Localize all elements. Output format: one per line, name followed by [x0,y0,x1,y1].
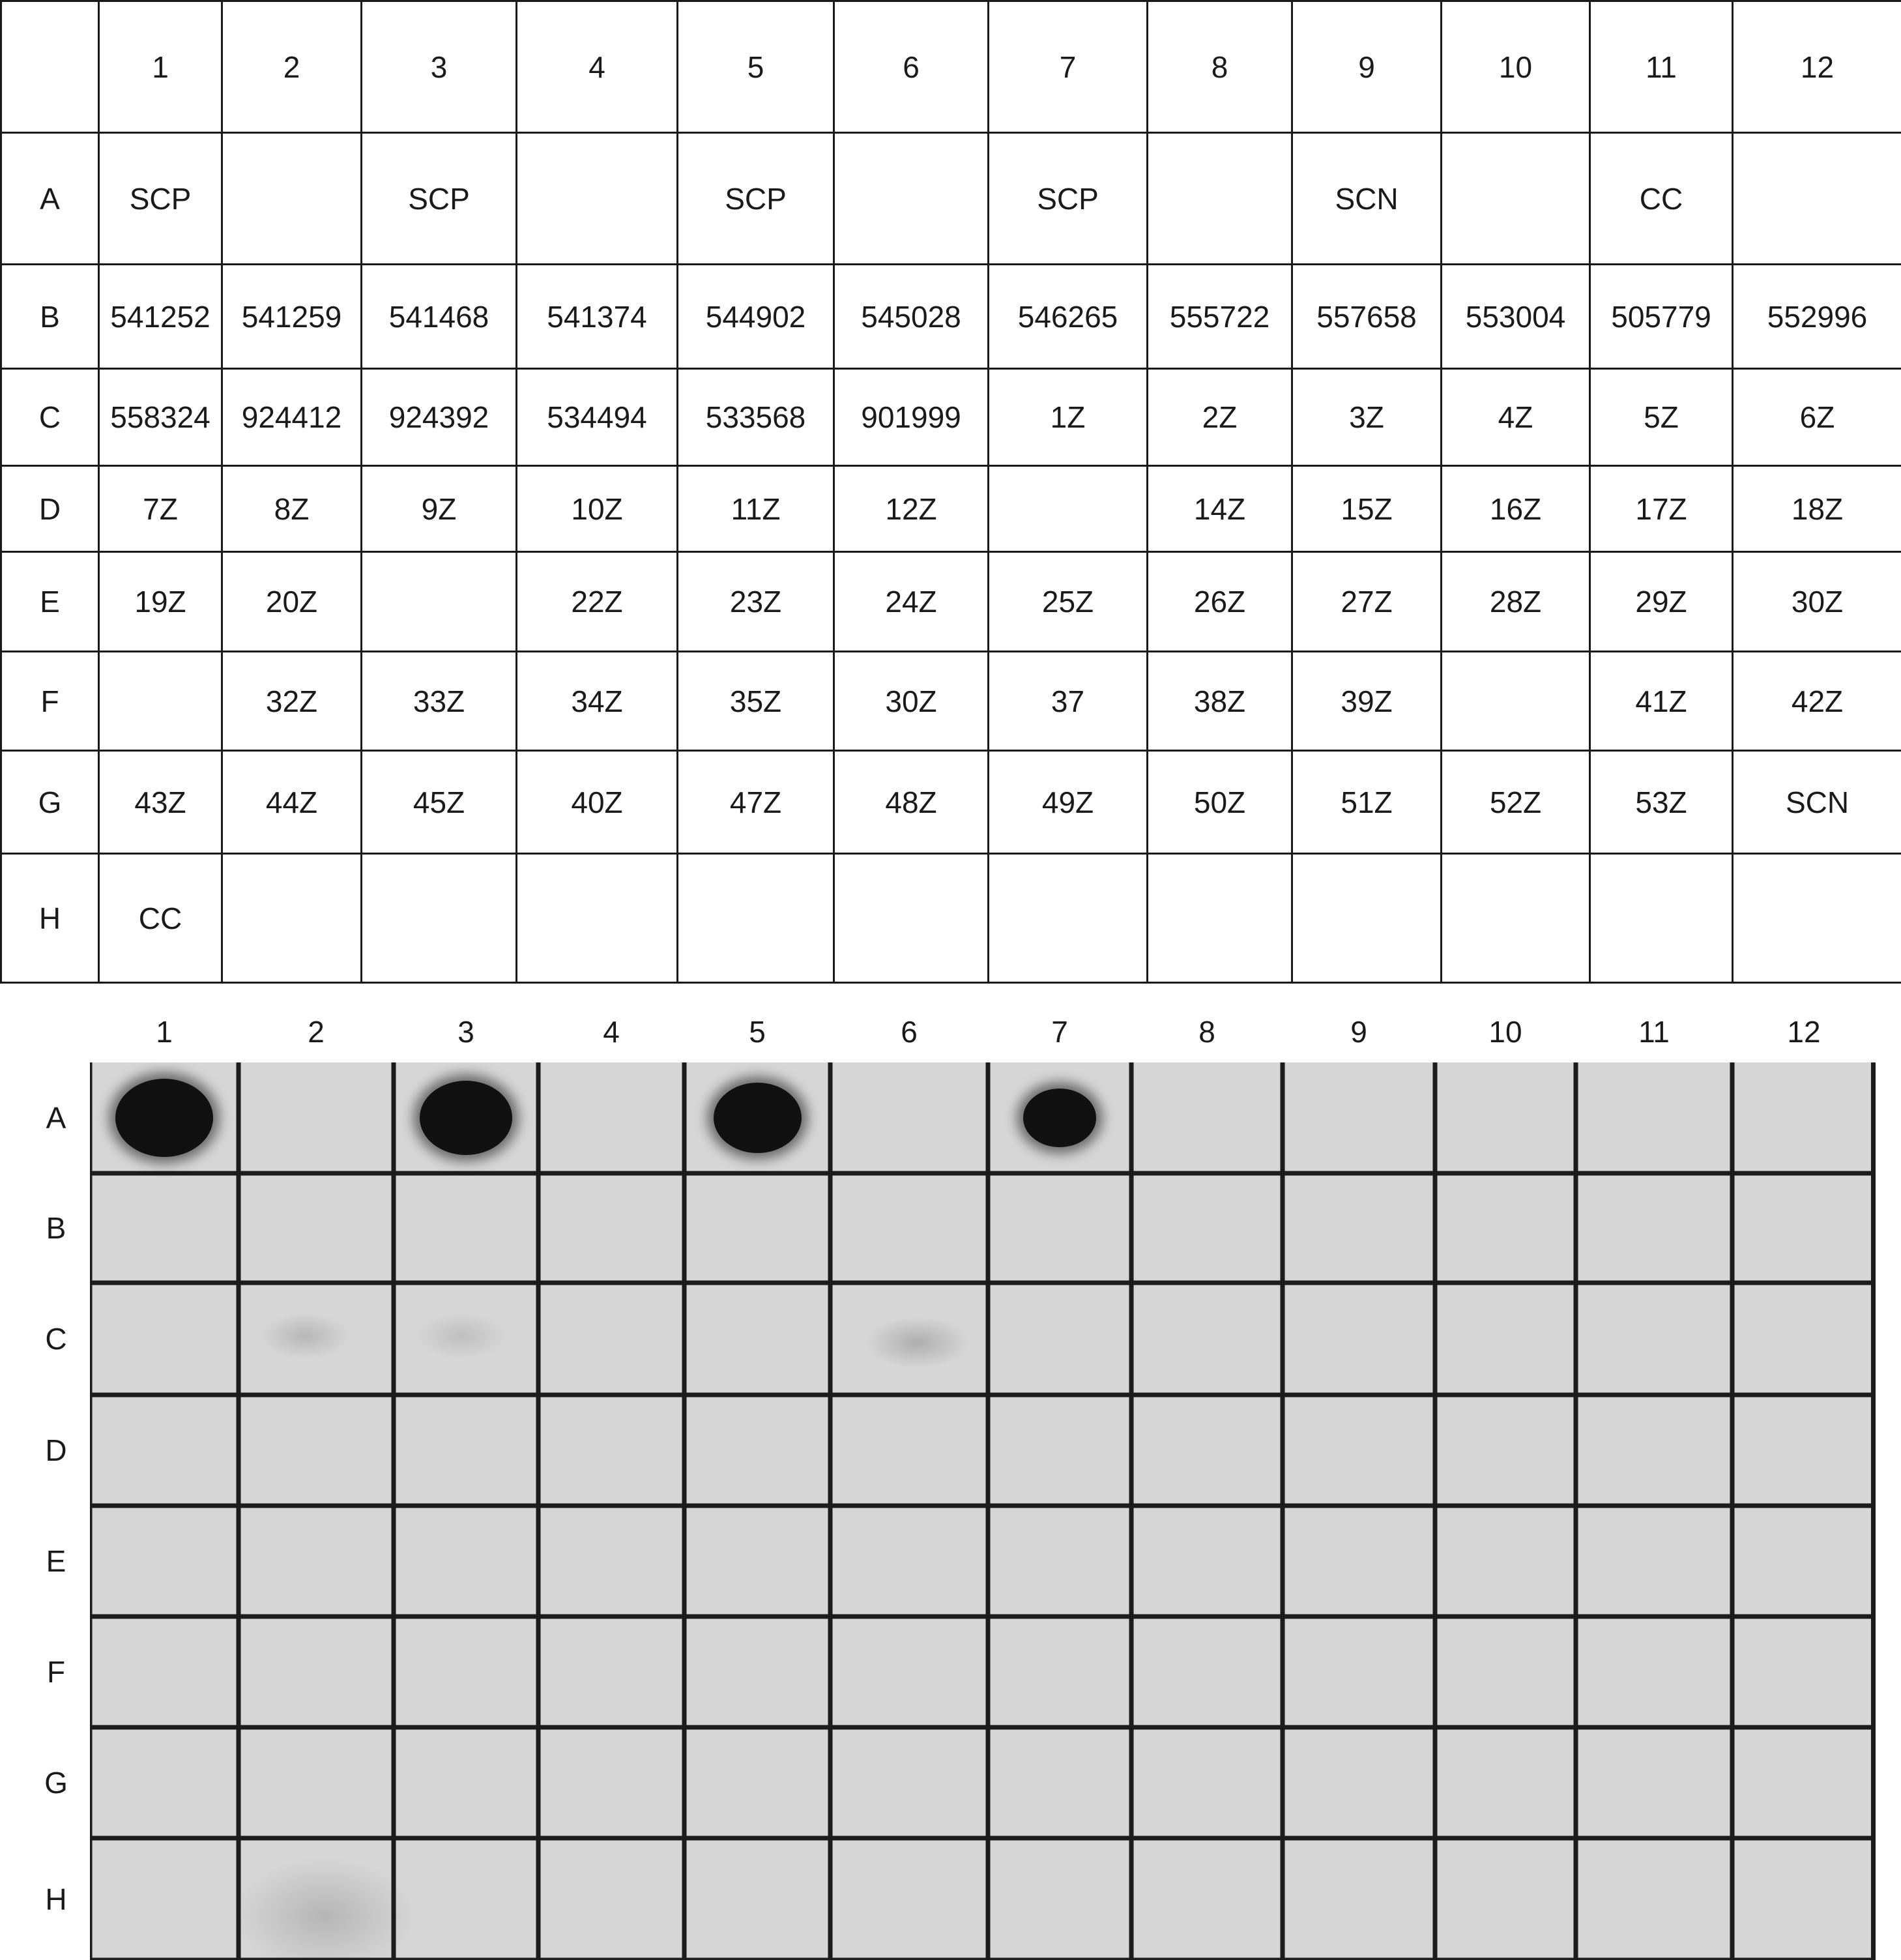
blot-dot-a3 [420,1081,513,1155]
well-cell-e7: 25Z [989,552,1148,652]
table-row [1,133,1901,265]
well-cell-h8 [1148,854,1292,983]
well-cell-g2: 44Z [222,751,362,854]
well-cell-b11: 505779 [1590,265,1733,369]
well-cell-h1: CC [99,854,222,983]
blot-column-label-4: 4 [603,1015,620,1049]
well-cell-a2 [222,133,362,265]
well-cell-d5: 11Z [678,466,834,552]
well-cell-c6: 901999 [834,369,989,466]
row-header-g: G [1,751,99,854]
well-cell-c1: 558324 [99,369,222,466]
column-header-3: 3 [362,1,517,133]
well-cell-d6: 12Z [834,466,989,552]
table-header-row [1,1,1901,133]
column-header-10: 10 [1442,1,1590,133]
well-cell-h11 [1590,854,1733,983]
well-cell-h6 [834,854,989,983]
row-header-f: F [1,652,99,751]
well-cell-c3: 924392 [362,369,517,466]
column-header-2: 2 [222,1,362,133]
blot-column-label-11: 11 [1638,1015,1670,1049]
blot-column-label-1: 1 [156,1015,173,1049]
corner-cell [1,1,99,133]
blot-column-label-9: 9 [1350,1015,1367,1049]
row-header-b: B [1,265,99,369]
well-cell-h9 [1292,854,1442,983]
well-cell-c2: 924412 [222,369,362,466]
column-header-4: 4 [517,1,678,133]
well-cell-d12: 18Z [1733,466,1901,552]
well-cell-d11: 17Z [1590,466,1733,552]
blot-row-label-h: H [45,1882,67,1916]
well-cell-b6: 545028 [834,265,989,369]
well-cell-g12: SCN [1733,751,1901,854]
well-cell-g6: 48Z [834,751,989,854]
well-cell-e4: 22Z [517,552,678,652]
table-row [1,751,1901,854]
blot-row-label-c: C [45,1322,67,1356]
well-cell-f10 [1442,652,1590,751]
well-cell-d9: 15Z [1292,466,1442,552]
well-cell-b10: 553004 [1442,265,1590,369]
well-cell-c5: 533568 [678,369,834,466]
well-cell-e11: 29Z [1590,552,1733,652]
well-cell-f2: 32Z [222,652,362,751]
well-cell-a10 [1442,133,1590,265]
well-cell-f5: 35Z [678,652,834,751]
well-cell-c12: 6Z [1733,369,1901,466]
well-cell-d2: 8Z [222,466,362,552]
column-header-8: 8 [1148,1,1292,133]
well-cell-b12: 552996 [1733,265,1901,369]
well-cell-b5: 544902 [678,265,834,369]
row-header-c: C [1,369,99,466]
well-cell-g11: 53Z [1590,751,1733,854]
well-cell-b7: 546265 [989,265,1148,369]
well-cell-c7: 1Z [989,369,1148,466]
well-cell-b8: 555722 [1148,265,1292,369]
well-cell-d4: 10Z [517,466,678,552]
well-cell-e9: 27Z [1292,552,1442,652]
well-cell-e10: 28Z [1442,552,1590,652]
blot-column-label-6: 6 [901,1015,918,1049]
blot-membrane [90,1062,1876,1960]
well-cell-h12 [1733,854,1901,983]
well-cell-c9: 3Z [1292,369,1442,466]
well-cell-d10: 16Z [1442,466,1590,552]
dot-blot-panel [0,982,1901,1960]
well-cell-c8: 2Z [1148,369,1292,466]
well-cell-f1 [99,652,222,751]
well-cell-h5 [678,854,834,983]
blot-row-label-f: F [46,1655,66,1689]
well-cell-a4 [517,133,678,265]
row-header-h: H [1,854,99,983]
column-header-11: 11 [1590,1,1733,133]
blot-column-label-3: 3 [457,1015,474,1049]
well-cell-h7 [989,854,1148,983]
well-cell-a8 [1148,133,1292,265]
blot-column-label-7: 7 [1051,1015,1068,1049]
well-cell-f8: 38Z [1148,652,1292,751]
well-cell-b2: 541259 [222,265,362,369]
well-cell-e5: 23Z [678,552,834,652]
well-cell-g8: 50Z [1148,751,1292,854]
well-cell-b4: 541374 [517,265,678,369]
blot-dot-a5 [714,1083,802,1153]
row-header-e: E [1,552,99,652]
well-cell-a9: SCN [1292,133,1442,265]
well-cell-e3 [362,552,517,652]
blot-column-label-8: 8 [1198,1015,1215,1049]
row-header-d: D [1,466,99,552]
well-cell-d8: 14Z [1148,466,1292,552]
blot-row-label-g: G [44,1766,68,1800]
blot-column-label-5: 5 [749,1015,766,1049]
well-cell-a6 [834,133,989,265]
column-header-9: 9 [1292,1,1442,133]
well-cell-f4: 34Z [517,652,678,751]
well-cell-g4: 40Z [517,751,678,854]
column-header-6: 6 [834,1,989,133]
well-cell-c11: 5Z [1590,369,1733,466]
well-cell-a5: SCP [678,133,834,265]
well-cell-a1: SCP [99,133,222,265]
well-cell-f7: 37 [989,652,1148,751]
table-row [1,265,1901,369]
table-row [1,854,1901,983]
blot-row-label-b: B [46,1211,66,1245]
well-cell-f9: 39Z [1292,652,1442,751]
well-cell-f6: 30Z [834,652,989,751]
well-cell-a7: SCP [989,133,1148,265]
well-cell-b3: 541468 [362,265,517,369]
blot-column-label-2: 2 [308,1015,325,1049]
well-cell-e8: 26Z [1148,552,1292,652]
well-cell-h2 [222,854,362,983]
well-cell-g7: 49Z [989,751,1148,854]
well-cell-g10: 52Z [1442,751,1590,854]
blot-grid [90,1062,1876,1960]
well-cell-g5: 47Z [678,751,834,854]
well-cell-e12: 30Z [1733,552,1901,652]
well-cell-b9: 557658 [1292,265,1442,369]
column-header-1: 1 [99,1,222,133]
well-cell-a11: CC [1590,133,1733,265]
blot-column-label-10: 10 [1488,1015,1522,1049]
well-cell-a3: SCP [362,133,517,265]
blot-row-label-e: E [46,1544,66,1578]
table-row [1,552,1901,652]
well-cell-d7 [989,466,1148,552]
well-cell-d1: 7Z [99,466,222,552]
well-cell-f11: 41Z [1590,652,1733,751]
well-cell-g3: 45Z [362,751,517,854]
blot-row-label-d: D [45,1433,67,1467]
table-row [1,466,1901,552]
row-header-a: A [1,133,99,265]
well-cell-h3 [362,854,517,983]
well-cell-e2: 20Z [222,552,362,652]
well-cell-f12: 42Z [1733,652,1901,751]
well-cell-e6: 24Z [834,552,989,652]
column-header-7: 7 [989,1,1148,133]
blot-dot-a1 [115,1079,213,1157]
well-cell-e1: 19Z [99,552,222,652]
well-cell-f3: 33Z [362,652,517,751]
blot-row-label-a: A [46,1101,66,1135]
well-cell-b1: 541252 [99,265,222,369]
table-row [1,652,1901,751]
well-cell-g9: 51Z [1292,751,1442,854]
well-cell-c10: 4Z [1442,369,1590,466]
well-cell-h10 [1442,854,1590,983]
well-cell-d3: 9Z [362,466,517,552]
well-cell-c4: 534494 [517,369,678,466]
well-cell-h4 [517,854,678,983]
column-header-5: 5 [678,1,834,133]
well-cell-g1: 43Z [99,751,222,854]
blot-dot-a7 [1023,1089,1097,1147]
well-cell-a12 [1733,133,1901,265]
table-row [1,369,1901,466]
blot-column-label-12: 12 [1787,1015,1821,1049]
column-header-12: 12 [1733,1,1901,133]
